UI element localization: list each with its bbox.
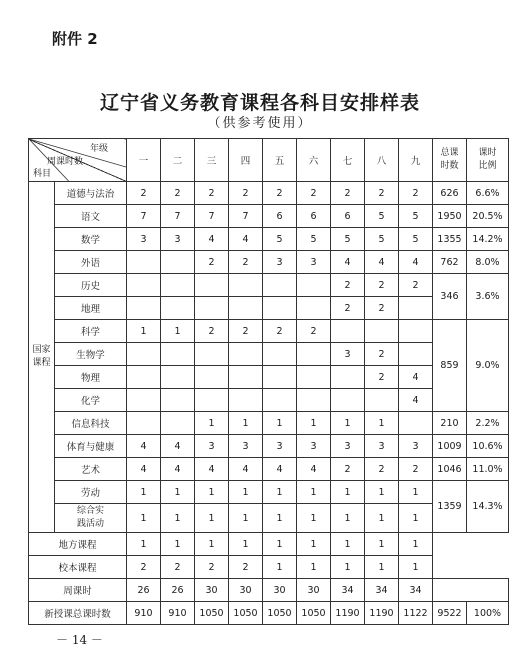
hours-cell: 2 xyxy=(161,182,195,205)
hours-cell xyxy=(195,343,229,366)
hours-cell: 1 xyxy=(399,504,433,533)
hours-cell xyxy=(161,251,195,274)
hours-cell: 2 xyxy=(365,458,399,481)
hours-cell: 2 xyxy=(365,366,399,389)
hours-cell: 1 xyxy=(297,481,331,504)
page-number: － 14 － xyxy=(56,633,103,647)
hours-cell xyxy=(297,389,331,412)
total-cell: 1009 xyxy=(433,435,467,458)
hours-cell: 1050 xyxy=(195,602,229,625)
subject-name: 化学 xyxy=(55,389,127,412)
hours-cell: 1 xyxy=(229,412,263,435)
hours-cell xyxy=(331,389,365,412)
schedule-table xyxy=(28,138,509,625)
hours-cell: 1 xyxy=(195,504,229,533)
grade-header: 三 xyxy=(195,139,229,182)
hours-cell: 2 xyxy=(263,182,297,205)
hours-cell: 4 xyxy=(229,228,263,251)
hours-cell: 1 xyxy=(263,481,297,504)
weekly-hours-row xyxy=(29,579,509,602)
subject-row xyxy=(29,251,509,274)
header-row xyxy=(29,139,509,182)
hours-cell xyxy=(263,274,297,297)
total-cell: 762 xyxy=(433,251,467,274)
hours-cell xyxy=(195,297,229,320)
hours-cell: 1 xyxy=(195,481,229,504)
hours-cell xyxy=(331,320,365,343)
hours-cell: 3 xyxy=(331,435,365,458)
hours-cell: 2 xyxy=(297,182,331,205)
ratio-header-line: 课时 xyxy=(478,148,497,158)
corner-hours-label: 周课时数 xyxy=(47,157,84,167)
hours-cell: 1122 xyxy=(399,602,433,625)
hours-cell xyxy=(195,366,229,389)
hours-cell xyxy=(229,343,263,366)
hours-cell: 4 xyxy=(195,228,229,251)
hours-cell: 3 xyxy=(127,228,161,251)
hours-cell xyxy=(399,320,433,343)
hours-cell: 1050 xyxy=(263,602,297,625)
subject-row xyxy=(29,481,509,504)
hours-cell: 910 xyxy=(161,602,195,625)
hours-cell: 2 xyxy=(331,182,365,205)
grade-header: 一 xyxy=(127,139,161,182)
hours-cell: 1 xyxy=(127,504,161,533)
ratio-cell: 10.6% xyxy=(467,435,509,458)
hours-cell: 30 xyxy=(263,579,297,602)
grade-header: 九 xyxy=(399,139,433,182)
hours-cell xyxy=(127,343,161,366)
grade-header: 六 xyxy=(297,139,331,182)
hours-cell xyxy=(297,343,331,366)
hours-cell: 2 xyxy=(195,182,229,205)
ratio-cell: 6.6% xyxy=(467,182,509,205)
hours-cell: 1 xyxy=(229,481,263,504)
hours-cell: 7 xyxy=(195,205,229,228)
hours-cell: 5 xyxy=(263,228,297,251)
total-cell: 1950 xyxy=(433,205,467,228)
total-hours-header-line: 时数 xyxy=(440,161,459,171)
hours-cell: 4 xyxy=(399,389,433,412)
hours-cell: 7 xyxy=(127,205,161,228)
hours-cell: 2 xyxy=(399,274,433,297)
hours-cell: 4 xyxy=(263,458,297,481)
summary-body xyxy=(29,533,509,625)
subject-name: 历史 xyxy=(55,274,127,297)
grade-header: 八 xyxy=(365,139,399,182)
hours-cell xyxy=(365,320,399,343)
hours-cell: 1 xyxy=(297,533,331,556)
hours-cell: 5 xyxy=(297,228,331,251)
subject-name: 科学 xyxy=(55,320,127,343)
ratio-cell: 8.0% xyxy=(467,251,509,274)
hours-cell: 3 xyxy=(161,228,195,251)
subject-name: 体育与健康 xyxy=(55,435,127,458)
national-course-body xyxy=(29,182,509,533)
hours-cell: 2 xyxy=(127,556,161,579)
corner-grade-label: 年级 xyxy=(89,144,108,154)
hours-cell: 2 xyxy=(195,320,229,343)
subject-row xyxy=(29,412,509,435)
hours-cell xyxy=(263,343,297,366)
ratio-header xyxy=(467,139,509,182)
hours-cell xyxy=(297,274,331,297)
hours-cell: 2 xyxy=(229,556,263,579)
hours-cell xyxy=(331,366,365,389)
hours-cell: 1 xyxy=(365,412,399,435)
hours-cell: 2 xyxy=(399,182,433,205)
hours-cell: 1 xyxy=(161,504,195,533)
hours-cell: 1 xyxy=(297,556,331,579)
hours-cell: 1 xyxy=(161,320,195,343)
hours-cell: 2 xyxy=(127,182,161,205)
hours-cell: 2 xyxy=(229,320,263,343)
hours-cell: 1 xyxy=(331,556,365,579)
hours-cell: 2 xyxy=(229,251,263,274)
hours-cell: 5 xyxy=(399,205,433,228)
hours-cell xyxy=(161,343,195,366)
hours-cell: 1 xyxy=(399,481,433,504)
hours-cell xyxy=(127,389,161,412)
weekly-hours-label: 周课时 xyxy=(29,579,127,602)
hours-cell: 1 xyxy=(263,533,297,556)
hours-cell: 4 xyxy=(331,251,365,274)
hours-cell: 3 xyxy=(331,343,365,366)
hours-cell xyxy=(365,389,399,412)
subject-row xyxy=(29,458,509,481)
subject-name-line: 践活动 xyxy=(76,519,104,529)
group-ratio-cell: 9.0% xyxy=(467,320,509,412)
hours-cell: 3 xyxy=(365,435,399,458)
hours-cell: 1 xyxy=(127,533,161,556)
hours-cell: 4 xyxy=(127,435,161,458)
hours-cell: 6 xyxy=(263,205,297,228)
hours-cell xyxy=(263,297,297,320)
group-total-cell: 859 xyxy=(433,320,467,412)
hours-cell: 1 xyxy=(263,412,297,435)
national-course-label xyxy=(29,182,55,533)
hours-cell: 26 xyxy=(161,579,195,602)
hours-cell: 4 xyxy=(297,458,331,481)
hours-cell: 30 xyxy=(297,579,331,602)
subject-row xyxy=(29,435,509,458)
hours-cell: 3 xyxy=(195,435,229,458)
hours-cell: 2 xyxy=(365,297,399,320)
hours-cell: 1 xyxy=(229,504,263,533)
hours-cell: 1 xyxy=(365,481,399,504)
subject-name: 物理 xyxy=(55,366,127,389)
hours-cell: 1 xyxy=(161,533,195,556)
hours-cell: 1 xyxy=(297,412,331,435)
hours-cell: 2 xyxy=(365,343,399,366)
hours-cell: 6 xyxy=(331,205,365,228)
hours-cell: 6 xyxy=(297,205,331,228)
ratio-cell: 20.5% xyxy=(467,205,509,228)
hours-cell xyxy=(195,389,229,412)
hours-cell: 4 xyxy=(229,458,263,481)
ratio-header-line: 比例 xyxy=(478,161,497,171)
hours-cell: 3 xyxy=(263,435,297,458)
local-course-label: 地方课程 xyxy=(29,533,127,556)
total-cell: 1046 xyxy=(433,458,467,481)
hours-cell: 4 xyxy=(161,435,195,458)
hours-cell: 1 xyxy=(331,504,365,533)
ratio-cell: 14.2% xyxy=(467,228,509,251)
hours-cell: 4 xyxy=(161,458,195,481)
hours-cell: 34 xyxy=(331,579,365,602)
total-cell: 626 xyxy=(433,182,467,205)
hours-cell: 1 xyxy=(127,481,161,504)
school-course-row xyxy=(29,556,509,579)
hours-cell: 4 xyxy=(365,251,399,274)
hours-cell: 7 xyxy=(161,205,195,228)
hours-cell: 4 xyxy=(127,458,161,481)
subject-row xyxy=(29,320,509,343)
hours-cell xyxy=(229,274,263,297)
hours-cell: 5 xyxy=(399,228,433,251)
hours-cell: 34 xyxy=(365,579,399,602)
hours-cell: 1050 xyxy=(297,602,331,625)
hours-cell: 4 xyxy=(195,458,229,481)
hours-cell: 1 xyxy=(331,533,365,556)
hours-cell: 1050 xyxy=(229,602,263,625)
group-total-cell: 346 xyxy=(433,274,467,320)
total-hours-header-line: 总课 xyxy=(440,148,459,158)
school-course-label: 校本课程 xyxy=(29,556,127,579)
hours-cell: 34 xyxy=(399,579,433,602)
hours-cell: 1 xyxy=(365,556,399,579)
hours-cell: 910 xyxy=(127,602,161,625)
subject-name: 语文 xyxy=(55,205,127,228)
hours-cell: 30 xyxy=(195,579,229,602)
national-course-label-line: 课程 xyxy=(32,358,51,368)
hours-cell xyxy=(399,343,433,366)
hours-cell xyxy=(399,297,433,320)
hours-cell: 26 xyxy=(127,579,161,602)
hours-cell xyxy=(297,297,331,320)
group-total-cell: 1359 xyxy=(433,481,467,533)
hours-cell xyxy=(161,389,195,412)
hours-cell: 2 xyxy=(365,182,399,205)
hours-cell xyxy=(399,412,433,435)
hours-cell xyxy=(263,389,297,412)
grade-header: 五 xyxy=(263,139,297,182)
hours-cell: 3 xyxy=(297,435,331,458)
grade-header: 七 xyxy=(331,139,365,182)
hours-cell: 1190 xyxy=(331,602,365,625)
document-title: 辽宁省义务教育课程各科目安排样表 xyxy=(99,92,420,114)
hours-cell: 3 xyxy=(229,435,263,458)
hours-cell xyxy=(229,297,263,320)
ratio-cell: 2.2% xyxy=(467,412,509,435)
hours-cell xyxy=(161,274,195,297)
subject-name: 数学 xyxy=(55,228,127,251)
hours-cell: 2 xyxy=(331,297,365,320)
hours-cell: 2 xyxy=(365,274,399,297)
subject-name: 道德与法治 xyxy=(55,182,127,205)
subject-row xyxy=(29,228,509,251)
hours-cell: 2 xyxy=(331,458,365,481)
total-hours-label: 新授课总课时数 xyxy=(29,602,127,625)
hours-cell: 2 xyxy=(331,274,365,297)
empty-cell xyxy=(433,579,509,602)
national-course-label-line: 国家 xyxy=(32,345,51,355)
hours-cell xyxy=(127,297,161,320)
subject-name: 信息科技 xyxy=(55,412,127,435)
hours-cell xyxy=(161,366,195,389)
hours-cell: 3 xyxy=(263,251,297,274)
hours-cell xyxy=(161,297,195,320)
subject-name: 艺术 xyxy=(55,458,127,481)
subject-row xyxy=(29,205,509,228)
group-ratio-cell: 3.6% xyxy=(467,274,509,320)
ratio-cell: 11.0% xyxy=(467,458,509,481)
hours-cell: 2 xyxy=(399,458,433,481)
hours-cell xyxy=(229,389,263,412)
hours-cell xyxy=(127,274,161,297)
hours-cell xyxy=(263,366,297,389)
hours-cell: 5 xyxy=(331,228,365,251)
hours-cell: 1 xyxy=(399,556,433,579)
hours-cell: 1 xyxy=(195,412,229,435)
group-ratio-cell: 14.3% xyxy=(467,481,509,533)
hours-cell: 30 xyxy=(229,579,263,602)
subject-name xyxy=(55,504,127,533)
corner-subject-label: 科目 xyxy=(33,169,52,179)
subject-name: 地理 xyxy=(55,297,127,320)
grade-header: 四 xyxy=(229,139,263,182)
hours-cell: 2 xyxy=(161,556,195,579)
hours-cell: 3 xyxy=(297,251,331,274)
subject-row xyxy=(29,274,509,297)
hours-cell: 5 xyxy=(365,205,399,228)
local-course-row xyxy=(29,533,509,556)
hours-cell: 2 xyxy=(263,320,297,343)
hours-cell: 1 xyxy=(331,481,365,504)
hours-cell: 5 xyxy=(365,228,399,251)
hours-cell: 1 xyxy=(195,533,229,556)
total-hours-row xyxy=(29,602,509,625)
hours-cell xyxy=(195,274,229,297)
total-cell: 210 xyxy=(433,412,467,435)
hours-cell: 2 xyxy=(195,251,229,274)
hours-cell: 4 xyxy=(399,366,433,389)
hours-cell xyxy=(127,412,161,435)
hours-cell: 1 xyxy=(263,556,297,579)
hours-cell xyxy=(127,366,161,389)
hours-cell xyxy=(161,412,195,435)
subject-name: 劳动 xyxy=(55,481,127,504)
hours-cell: 1 xyxy=(127,320,161,343)
document-subtitle: （供参考使用） xyxy=(207,116,313,131)
attachment-label: 附件 2 xyxy=(52,30,98,48)
hours-cell: 3 xyxy=(399,435,433,458)
hours-cell: 2 xyxy=(229,182,263,205)
total-cell: 1355 xyxy=(433,228,467,251)
subject-name: 生物学 xyxy=(55,343,127,366)
hours-cell: 1 xyxy=(331,412,365,435)
hours-cell: 2 xyxy=(297,320,331,343)
hours-cell: 1 xyxy=(263,504,297,533)
hours-cell: 1 xyxy=(229,533,263,556)
hours-cell: 7 xyxy=(229,205,263,228)
hours-cell: 1 xyxy=(161,481,195,504)
subject-name: 外语 xyxy=(55,251,127,274)
total-hours-header xyxy=(433,139,467,182)
hours-cell: 1 xyxy=(297,504,331,533)
hours-cell: 2 xyxy=(195,556,229,579)
hours-cell: 4 xyxy=(399,251,433,274)
hours-cell: 1 xyxy=(365,504,399,533)
grand-total-cell: 9522 xyxy=(433,602,467,625)
hours-cell: 1 xyxy=(365,533,399,556)
corner-header xyxy=(29,139,127,182)
grade-header: 二 xyxy=(161,139,195,182)
hours-cell: 1190 xyxy=(365,602,399,625)
subject-name-line: 综合实 xyxy=(76,506,104,516)
grand-ratio-cell: 100% xyxy=(467,602,509,625)
hours-cell: 1 xyxy=(399,533,433,556)
subject-row xyxy=(29,182,509,205)
hours-cell xyxy=(229,366,263,389)
hours-cell xyxy=(127,251,161,274)
hours-cell xyxy=(297,366,331,389)
